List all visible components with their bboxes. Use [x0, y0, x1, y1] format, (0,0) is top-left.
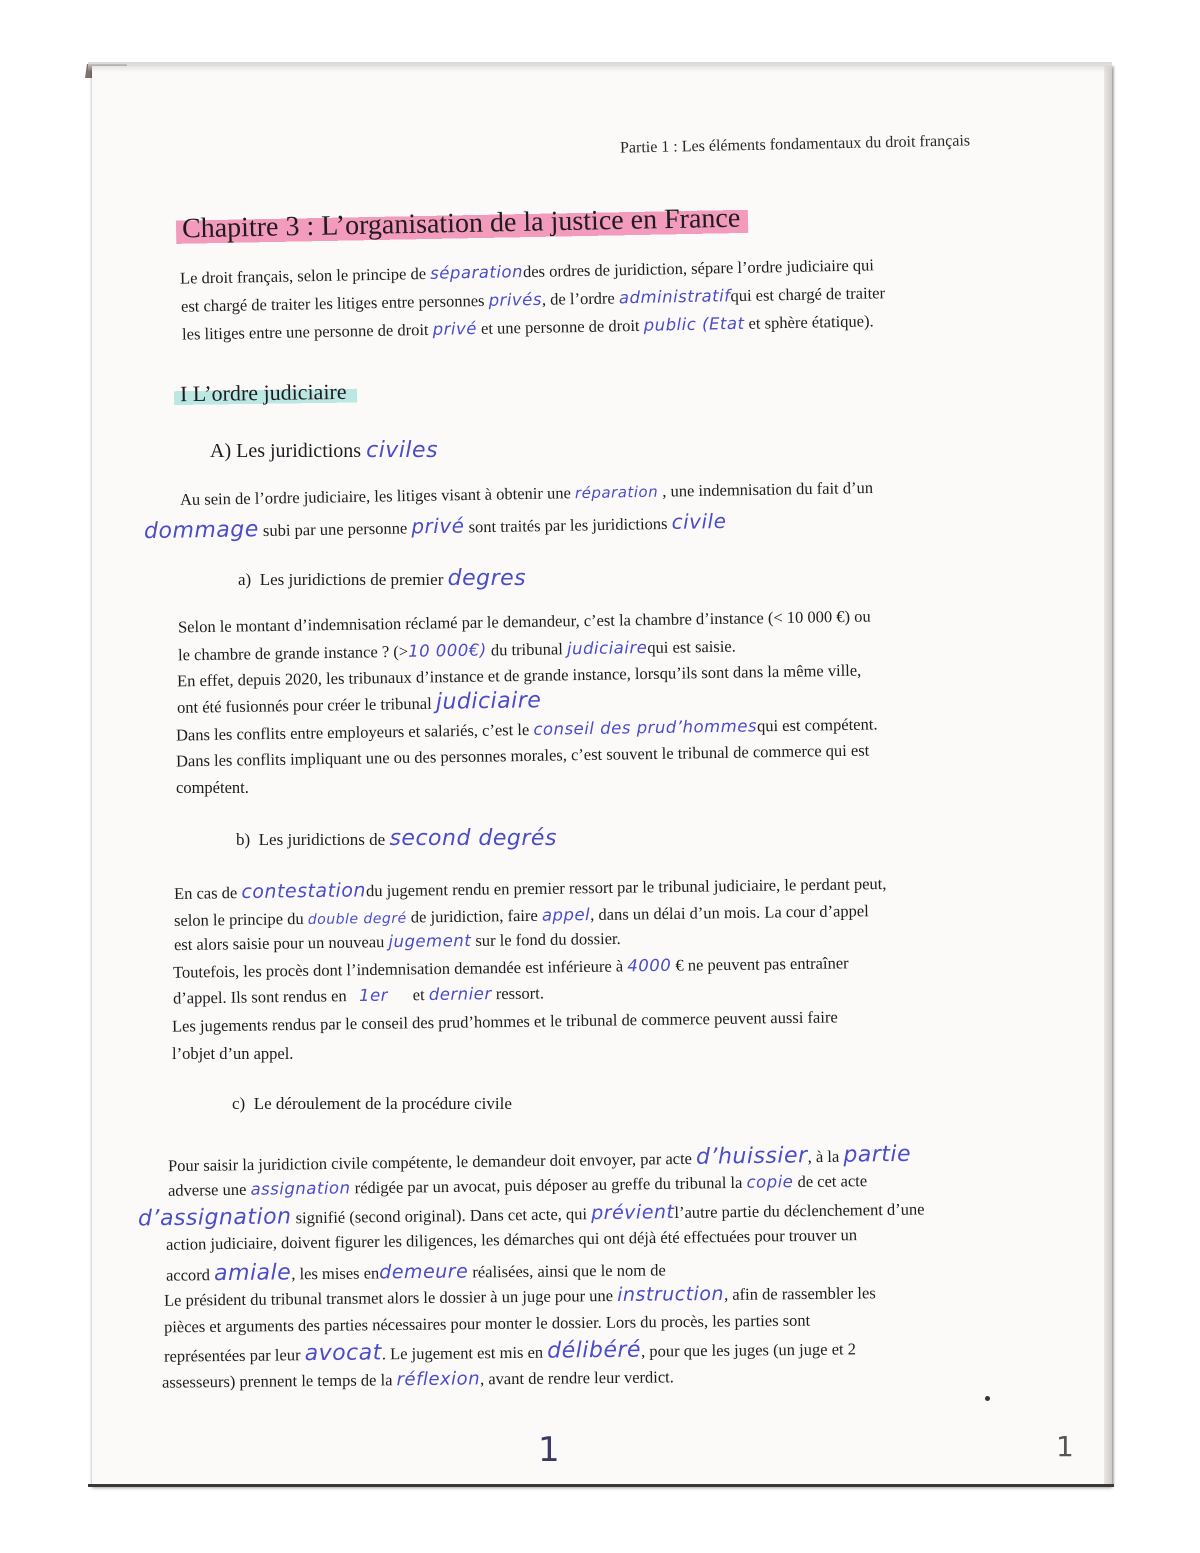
para-ab-line-5: d’appel. Ils sont rendus en 1er et dernier ressort. [172, 983, 545, 1008]
handwritten-answer: réflexion [396, 1368, 481, 1391]
para-ab-line-2: selon le principe du double degré de juridiction, faire appel, dans un délai d’un mois. La cour d’appel [173, 901, 869, 930]
handwritten-answer: privés [488, 289, 543, 310]
handwritten-answer: judiciaire [435, 688, 542, 715]
handwritten-answer: demeure [379, 1260, 469, 1284]
page-number-right: 1 [1056, 1430, 1074, 1463]
ink-dot [985, 1396, 990, 1401]
para-aa-line-2: le chambre de grande instance ? (>10 000€) du tribunal judiciairequi est saisie. [177, 636, 736, 665]
handwritten-answer: public (Etat [643, 313, 745, 335]
handwritten-answer: copie [746, 1172, 794, 1192]
handwritten-answer: instruction [617, 1282, 725, 1306]
section-a-c-heading: c) Le déroulement de la procédure civile [232, 1094, 512, 1113]
chapter-title: Chapitre 3 : L’organisation de la justice en France [176, 203, 749, 247]
para-ac-line-5: accord amiale, les mises endemeure réalisées, ainsi que le nom de [165, 1260, 666, 1287]
para-ac-line-7: pièces et arguments des parties nécessaires pour monter le dossier. Lors du procès, les parties sont [163, 1310, 811, 1337]
para-aa-line-6: Dans les conflits impliquant une ou des personnes morales, c’est souvent le tribunal de commerce qui est [175, 740, 870, 771]
handwritten-answer: séparation [429, 262, 524, 283]
handwritten-answer: 1er [358, 985, 389, 1005]
para-aa-line-5: Dans les conflits entre employeurs et salariés, c’est le conseil des prud’hommesqui est compétent. [175, 714, 878, 745]
para-aa-line-7: compétent. [176, 778, 249, 797]
para-aa-line-3: En effet, depuis 2020, les tribunaux d’instance et de grande instance, lorsqu’ils sont dans la même ville, [176, 660, 862, 691]
handwritten-answer: conseil des prud’hommes [533, 716, 758, 739]
part-title-wrap [174, 379, 357, 408]
handwritten-answer: civiles [366, 438, 439, 463]
handwritten-answer: d’huissier [695, 1143, 808, 1170]
handwritten-answer: privé [432, 318, 478, 339]
para-ac-line-4: action judiciaire, doivent figurer les diligences, les démarches qui ont déjà été effectuées pour trouver un [165, 1225, 858, 1254]
para-aa-line-1: Selon le montant d’indemnisation réclamé par le demandeur, c’est la chambre d’instance (< 10 000 €) ou [177, 606, 871, 637]
para-ac-line-9: assesseurs) prennent le temps de la réflexion, avant de rendre leur verdict. [161, 1367, 674, 1392]
handwritten-answer: prévient [591, 1201, 675, 1225]
handwritten-answer: jugement [388, 930, 472, 952]
para-ab-line-7: l’objet d’un appel. [172, 1044, 294, 1063]
handwritten-answer: dommage [143, 517, 260, 545]
handwritten-answer: contestation [241, 879, 367, 904]
para-a-line-1: Au sein de l’ordre judiciaire, les litiges visant à obtenir une réparation , une indemnisation du fait d’un [179, 477, 874, 510]
page-number-center: 1 [538, 1430, 560, 1470]
para-ac-line-6: Le président du tribunal transmet alors le dossier à un juge pour une instruction, afin de rassembler les [163, 1282, 876, 1310]
para-aa-line-4: ont été fusionnés pour créer le tribunal judiciaire [176, 688, 542, 717]
intro-line-1: Le droit français, selon le principe de séparationdes ordres de juridiction, sépare l’ordre judiciaire qui [179, 255, 875, 288]
handwritten-answer: privé [411, 513, 465, 539]
handwritten-answer: 10 000€) [407, 640, 487, 661]
para-ab-line-3: est alors saisie pour un nouveau jugement sur le fond du dossier. [173, 928, 621, 955]
paper-bottom-edge [88, 1484, 1114, 1487]
handwritten-answer: double degré [307, 910, 407, 928]
section-a-b-heading: b) Les juridictions de second degrés [236, 826, 557, 851]
handwritten-answer: appel [541, 905, 591, 925]
para-ac-line-8: représentées par leur avocat. Le jugement est mis en délibéré, pour que les juges (un juge et 2 [163, 1337, 857, 1367]
handwritten-answer: civile [671, 508, 727, 534]
section-a-a-heading: a) Les juridictions de premier degres [238, 566, 527, 591]
handwritten-answer: délibéré [547, 1337, 642, 1364]
para-ac-line-3: d’assignation signifié (second original). Dans cet acte, qui prévientl’autre partie du déclenchement d’une [137, 1199, 925, 1232]
para-a-line-2: dommage subi par une personne privé sont traités par les juridictions civile [143, 508, 727, 545]
handwritten-answer: dernier [428, 984, 492, 1005]
para-ab-line-4: Toutefois, les procès dont l’indemnisation demandée est inférieure à 4000 € ne peuvent pas entraîner [172, 953, 849, 982]
intro-line-3: les litiges entre une personne de droit privé et une personne de droit public (Etat et sphère étatique). [181, 311, 874, 344]
para-ab-line-6: Les jugements rendus par le conseil des prud’hommes et le tribunal de commerce peuvent aussi faire [171, 1007, 838, 1036]
handwritten-answer: second degrés [389, 826, 557, 851]
paper-edge [1104, 66, 1112, 1486]
intro-line-2: est chargé de traiter les litiges entre personnes privés, de l’ordre administratifqui est chargé de traiter [180, 283, 886, 316]
handwritten-answer: 4000 [627, 955, 672, 976]
para-ac-line-1: Pour saisir la juridiction civile compétente, le demandeur doit envoyer, par acte d’huissier, à la partie [167, 1141, 912, 1176]
section-a-heading: A) Les juridictions civiles [210, 438, 439, 463]
para-ab-line-1: En cas de contestationdu jugement rendu en premier ressort par le tribunal judiciaire, le perdant peut, [173, 874, 887, 904]
handwritten-answer: partie [843, 1141, 912, 1168]
handwritten-answer: d’assignation [137, 1204, 292, 1232]
handwritten-answer: avocat [304, 1340, 382, 1367]
para-ac-line-2: adverse une assignation rédigée par un avocat, puis déposer au greffe du tribunal la copie de cet acte [167, 1171, 868, 1200]
handwritten-answer: degres [447, 566, 527, 591]
handwritten-answer: amiale [213, 1260, 292, 1287]
handwritten-answer: judiciaire [566, 638, 648, 659]
handwritten-answer: administratif [618, 286, 731, 308]
paper-top-shadow [88, 62, 1112, 72]
page-header: Partie 1 : Les éléments fondamentaux du droit français [619, 132, 971, 157]
handwritten-answer: réparation [574, 482, 659, 503]
handwritten-answer: assignation [250, 1178, 351, 1199]
part-title: I L’ordre judiciaire [174, 379, 357, 407]
